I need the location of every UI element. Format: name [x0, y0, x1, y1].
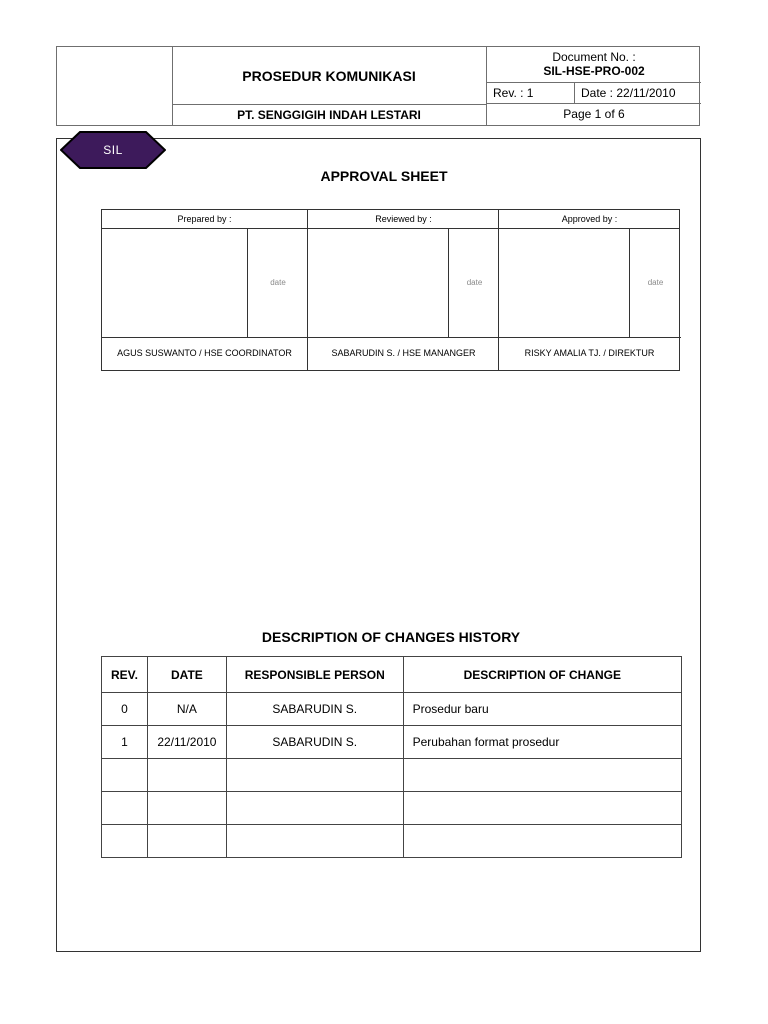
page-number: Page 1 of 6: [563, 107, 625, 121]
table-row: [102, 693, 682, 726]
table-header-row: [102, 657, 682, 693]
cell-rev: [102, 825, 148, 858]
changes-history-table: [101, 656, 682, 858]
signature-box: [102, 228, 247, 338]
document-number: SIL-HSE-PRO-002: [543, 64, 645, 78]
document-number-cell: [487, 47, 701, 83]
cell-date: N/A: [147, 693, 226, 726]
approver-name: RISKY AMALIA TJ. / DIREKTUR: [524, 348, 655, 358]
cell-rev: 0: [102, 693, 148, 726]
logo-cell: [57, 47, 173, 125]
document-header: [56, 46, 700, 126]
approval-column-header: Reviewed by :: [308, 210, 499, 229]
approver-name: SABARUDIN S. / HSE MANANGER: [331, 348, 476, 358]
badge-label: SIL: [103, 143, 123, 157]
approval-column-header: Prepared by :: [102, 210, 307, 229]
cell-date: [147, 825, 226, 858]
date-box: date: [629, 228, 681, 338]
cell-responsible: [226, 792, 403, 825]
cell-date: [147, 759, 226, 792]
approval-table: [101, 209, 680, 371]
cell-responsible: SABARUDIN S.: [226, 693, 403, 726]
column-header-description: DESCRIPTION OF CHANGE: [403, 657, 681, 693]
cell-rev: [102, 759, 148, 792]
cell-responsible: SABARUDIN S.: [226, 726, 403, 759]
approver-name: AGUS SUSWANTO / HSE COORDINATOR: [117, 348, 292, 358]
changes-history-title: DESCRIPTION OF CHANGES HISTORY: [261, 629, 521, 645]
company-name: PT. SENGGIGIH INDAH LESTARI: [172, 104, 487, 125]
table-row: [102, 726, 682, 759]
cell-rev: [102, 792, 148, 825]
date-box: date: [448, 228, 500, 338]
document-title: PROSEDUR KOMUNIKASI: [172, 47, 487, 105]
document-date: Date : 22/11/2010: [575, 82, 701, 104]
cell-description: [403, 792, 681, 825]
date-box: date: [247, 228, 308, 338]
column-header-responsible: RESPONSIBLE PERSON: [226, 657, 403, 693]
cell-date: [147, 792, 226, 825]
approval-column-header: Approved by :: [499, 210, 680, 229]
signature-box: [499, 228, 629, 338]
revision-number: Rev. : 1: [487, 82, 575, 104]
cell-description: Prosedur baru: [403, 693, 681, 726]
cell-description: [403, 825, 681, 858]
table-row: [102, 792, 682, 825]
cell-responsible: [226, 759, 403, 792]
sil-badge: [60, 131, 166, 169]
approval-sheet-title: APPROVAL SHEET: [320, 168, 448, 184]
approval-column-approved: [498, 210, 680, 370]
cell-description: [403, 759, 681, 792]
column-header-date: DATE: [147, 657, 226, 693]
cell-description: Perubahan format prosedur: [403, 726, 681, 759]
signature-box: [308, 228, 448, 338]
approval-column-prepared: [102, 210, 307, 370]
approval-column-reviewed: [307, 210, 499, 370]
table-row: [102, 825, 682, 858]
column-header-rev: REV.: [102, 657, 148, 693]
cell-rev: 1: [102, 726, 148, 759]
cell-responsible: [226, 825, 403, 858]
table-row: [102, 759, 682, 792]
document-number-label: Document No. :: [552, 50, 636, 64]
cell-date: 22/11/2010: [147, 726, 226, 759]
